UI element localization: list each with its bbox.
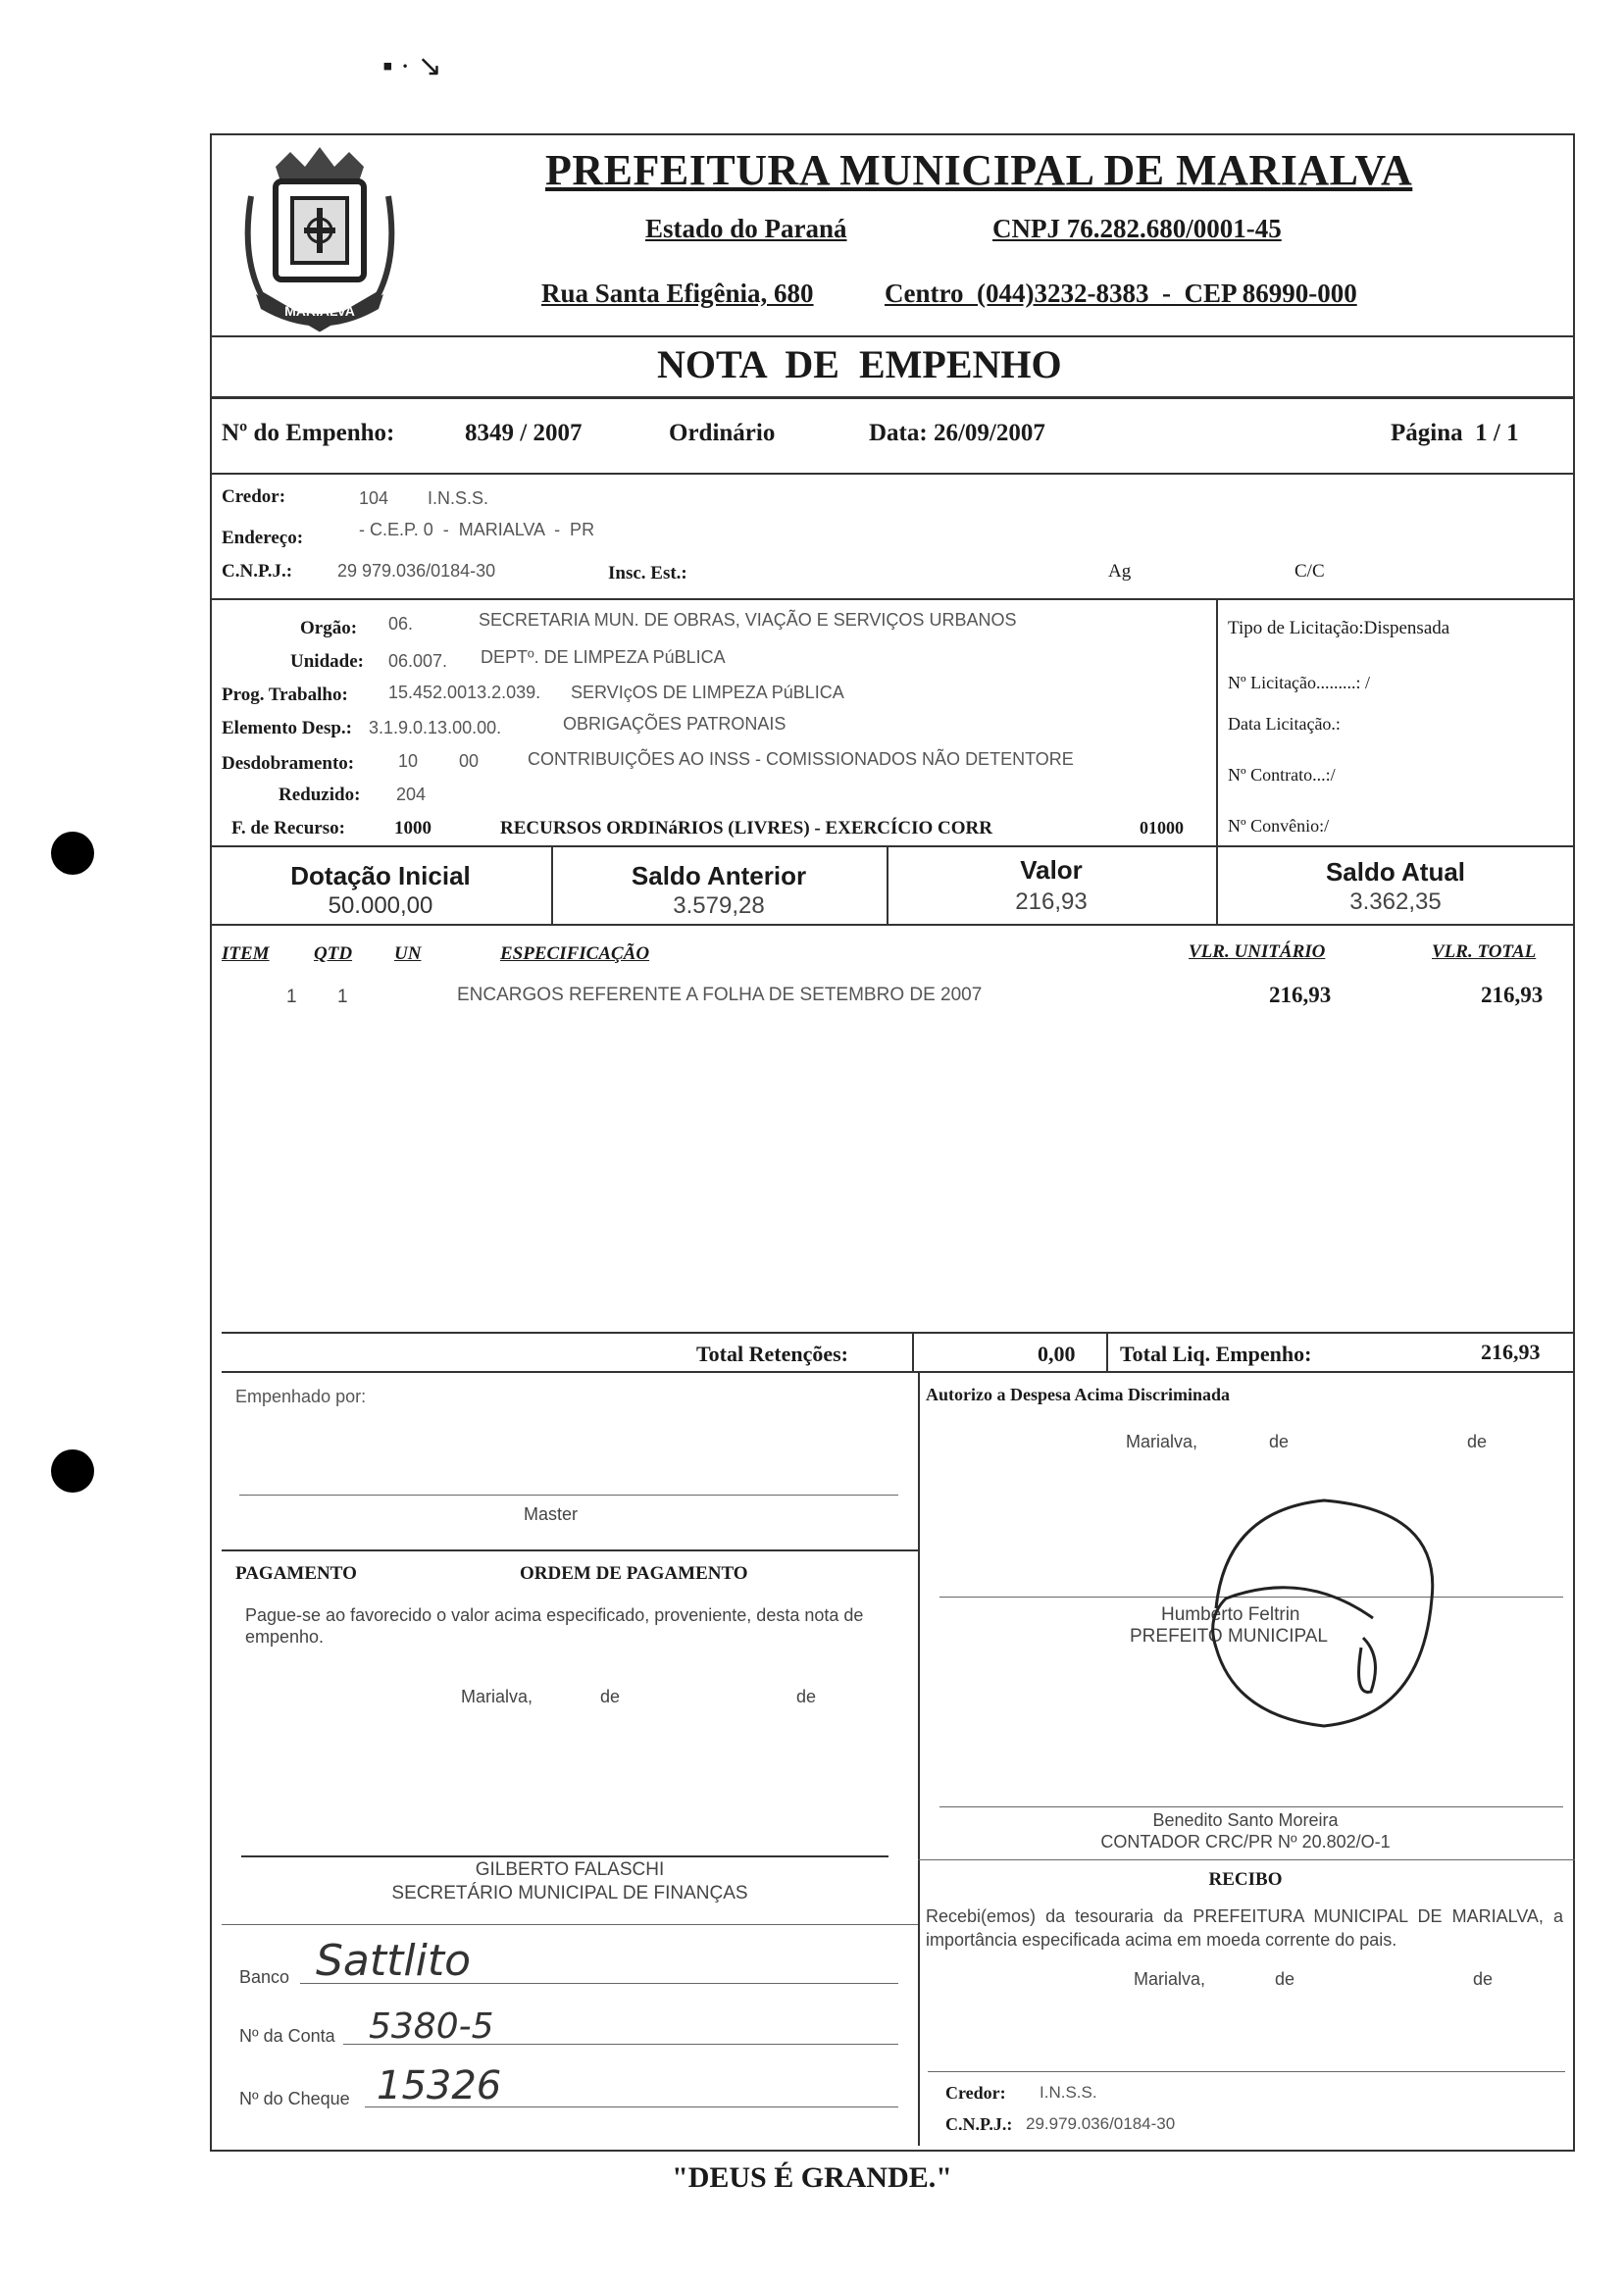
scan-mark: ▪ · ↘ xyxy=(382,50,442,82)
header-contact: Centro (044)3232-8383 - CEP 86990-000 xyxy=(885,279,1357,308)
elemento-code: 3.1.9.0.13.00.00. xyxy=(369,718,502,737)
ordem-pagamento-title: ORDEM DE PAGAMENTO xyxy=(520,1563,748,1584)
cheque-value: 15326 xyxy=(377,2063,502,2108)
credor-cnpj: 29 979.036/0184-30 xyxy=(337,561,496,581)
insc-est-label: Insc. Est.: xyxy=(608,563,687,584)
credor-name: I.N.S.S. xyxy=(428,488,489,508)
recurso-num: 01000 xyxy=(1140,818,1184,837)
binder-hole-top xyxy=(51,832,94,875)
endereco-label: Endereço: xyxy=(222,528,304,548)
secretario-role: SECRETÁRIO MUNICIPAL DE FINANÇAS xyxy=(391,1883,748,1903)
endereco: - C.E.P. 0 - MARIALVA - PR xyxy=(359,520,595,539)
numero-convenio: Nº Convênio:/ xyxy=(1228,816,1330,836)
master-label: Master xyxy=(524,1504,579,1524)
saldo-anterior-value: 3.579,28 xyxy=(673,892,765,919)
conta-value: 5380-5 xyxy=(369,2006,494,2047)
desdobramento-desc: CONTRIBUIÇÕES AO INSS - COMISSIONADOS NÃO DETENTORE xyxy=(528,749,1074,769)
empenhado-por-label: Empenhado por: xyxy=(235,1387,367,1406)
row-total: 216,93 xyxy=(1481,983,1544,1007)
credor-code: 104 xyxy=(359,488,389,508)
cheque-label: Nº do Cheque xyxy=(239,2089,350,2108)
cnpj-label: C.N.P.J.: xyxy=(222,561,293,582)
desdobramento-code2: 00 xyxy=(459,751,480,771)
recibo-credor-label: Credor: xyxy=(945,2083,1006,2103)
row-item: 1 xyxy=(286,987,297,1007)
header-state: Estado do Paraná xyxy=(645,214,847,243)
autorizo-marialva: Marialva, xyxy=(1126,1432,1198,1451)
dotacao-value: 50.000,00 xyxy=(328,892,433,919)
recibo-title: RECIBO xyxy=(1208,1869,1283,1890)
saldo-atual-label: Saldo Atual xyxy=(1325,857,1466,887)
contador-role: CONTADOR CRC/PR Nº 20.802/O-1 xyxy=(1100,1832,1391,1852)
pagamento-de2: de xyxy=(796,1687,817,1706)
autorizo-label: Autorizo a Despesa Acima Discriminada xyxy=(926,1385,1230,1404)
prog-desc: SERVIçOS DE LIMPEZA PúBLICA xyxy=(571,683,844,702)
orgao-desc: SECRETARIA MUN. DE OBRAS, VIAÇÃO E SERVIÇOS URBANOS xyxy=(479,610,1017,630)
numero-contrato: Nº Contrato...:/ xyxy=(1228,765,1336,785)
col-vlr-unitario: VLR. UNITÁRIO xyxy=(1189,941,1326,962)
desdobramento-code1: 10 xyxy=(398,751,419,771)
prefeito-signature xyxy=(1187,1491,1461,1736)
pague-se-text: Pague-se ao favorecido o valor acima especificado, proveniente, desta nota de empenho. xyxy=(245,1605,864,1647)
empenho-type: Ordinário xyxy=(669,420,776,446)
doc-title: NOTA DE EMPENHO xyxy=(657,342,1062,386)
col-un: UN xyxy=(394,943,422,964)
prog-label: Prog. Trabalho: xyxy=(222,685,348,705)
svg-text:MARIALVA: MARIALVA xyxy=(284,303,355,319)
banco-label: Banco xyxy=(239,1967,290,1987)
orgao-label: Orgão: xyxy=(300,618,358,638)
retencoes-value: 0,00 xyxy=(1038,1342,1076,1366)
footer-motto: "DEUS É GRANDE." xyxy=(672,2161,952,2194)
col-item: ITEM xyxy=(222,943,270,964)
recurso-code: 1000 xyxy=(394,818,431,838)
desdobramento-label: Desdobramento: xyxy=(222,753,355,774)
prefeito-name: Humberto Feltrin xyxy=(1161,1604,1300,1625)
prefeito-role: PREFEITO MUNICIPAL xyxy=(1130,1626,1328,1647)
recibo-de1: de xyxy=(1275,1969,1295,1989)
col-vlr-total: VLR. TOTAL xyxy=(1432,941,1537,962)
conta-label: Nº da Conta xyxy=(239,2026,335,2046)
city-seal xyxy=(222,137,418,333)
autorizo-de1: de xyxy=(1269,1432,1290,1451)
contador-name: Benedito Santo Moreira xyxy=(1152,1810,1339,1830)
credor-label: Credor: xyxy=(222,486,286,507)
autorizo-de2: de xyxy=(1467,1432,1488,1451)
row-espec: ENCARGOS REFERENTE A FOLHA DE SETEMBRO DE 2007 xyxy=(457,985,983,1005)
unidade-code: 06.007. xyxy=(388,651,448,671)
pagamento-title: PAGAMENTO xyxy=(235,1563,357,1584)
page-number: Página 1 / 1 xyxy=(1391,420,1519,446)
row-qtd: 1 xyxy=(337,987,348,1007)
elemento-desc: OBRIGAÇÕES PATRONAIS xyxy=(563,714,787,734)
secretario-name: GILBERTO FALASCHI xyxy=(475,1859,665,1880)
pagamento-marialva: Marialva, xyxy=(461,1687,533,1706)
recurso-label: F. de Recurso: xyxy=(231,818,345,838)
binder-hole-bottom xyxy=(51,1449,94,1493)
recurso-desc: RECURSOS ORDINáRIOS (LIVRES) - EXERCÍCIO CORR xyxy=(500,818,992,838)
dotacao-label: Dotação Inicial xyxy=(290,861,471,890)
recibo-cnpj: 29.979.036/0184-30 xyxy=(1026,2114,1176,2133)
header-cnpj: CNPJ 76.282.680/0001-45 xyxy=(992,214,1282,243)
recibo-de2: de xyxy=(1473,1969,1494,1989)
reduzido: 204 xyxy=(396,785,427,804)
empenho-number: 8349 / 2007 xyxy=(465,420,583,446)
pagamento-de1: de xyxy=(600,1687,621,1706)
ag-label: Ag xyxy=(1108,561,1132,582)
header-address: Rua Santa Efigênia, 680 xyxy=(541,279,814,308)
saldo-anterior-label: Saldo Anterior xyxy=(631,861,807,890)
col-qtd: QTD xyxy=(314,943,353,964)
reduzido-label: Reduzido: xyxy=(279,785,361,805)
valor-value: 216,93 xyxy=(1015,888,1088,915)
retencoes-label: Total Retenções: xyxy=(696,1342,848,1366)
recibo-marialva: Marialva, xyxy=(1134,1969,1206,1989)
data-licitacao: Data Licitação.: xyxy=(1228,714,1341,734)
saldo-atual-value: 3.362,35 xyxy=(1349,888,1442,915)
elemento-label: Elemento Desp.: xyxy=(222,718,352,738)
valor-label: Valor xyxy=(1020,855,1083,885)
empenho-number-label: Nº do Empenho: xyxy=(222,420,395,446)
empenho-date: Data: 26/09/2007 xyxy=(869,420,1045,446)
tipo-licitacao: Tipo de Licitação:Dispensada xyxy=(1228,618,1450,638)
unidade-desc: DEPTº. DE LIMPEZA PúBLICA xyxy=(481,647,726,667)
unidade-label: Unidade: xyxy=(290,651,364,672)
header-title: PREFEITURA MUNICIPAL DE MARIALVA xyxy=(545,146,1413,194)
recibo-cnpj-label: C.N.P.J.: xyxy=(945,2114,1013,2134)
banco-value: Sattlito xyxy=(316,1936,472,1986)
liq-label: Total Liq. Empenho: xyxy=(1120,1342,1312,1366)
liq-value: 216,93 xyxy=(1481,1340,1541,1364)
numero-licitacao: Nº Licitação.........: / xyxy=(1228,673,1371,692)
cc-label: C/C xyxy=(1294,561,1325,582)
col-espec: ESPECIFICAÇÃO xyxy=(500,943,650,964)
row-unit: 216,93 xyxy=(1269,983,1332,1007)
prog-code: 15.452.0013.2.039. xyxy=(388,683,541,702)
recibo-text: Recebi(emos) da tesouraria da PREFEITURA MUNICIPAL DE MARIALVA, a importância especificada acima em moeda corrente do pais. xyxy=(926,1906,1563,1950)
orgao-code: 06. xyxy=(388,614,414,634)
recibo-credor: I.N.S.S. xyxy=(1040,2083,1097,2102)
